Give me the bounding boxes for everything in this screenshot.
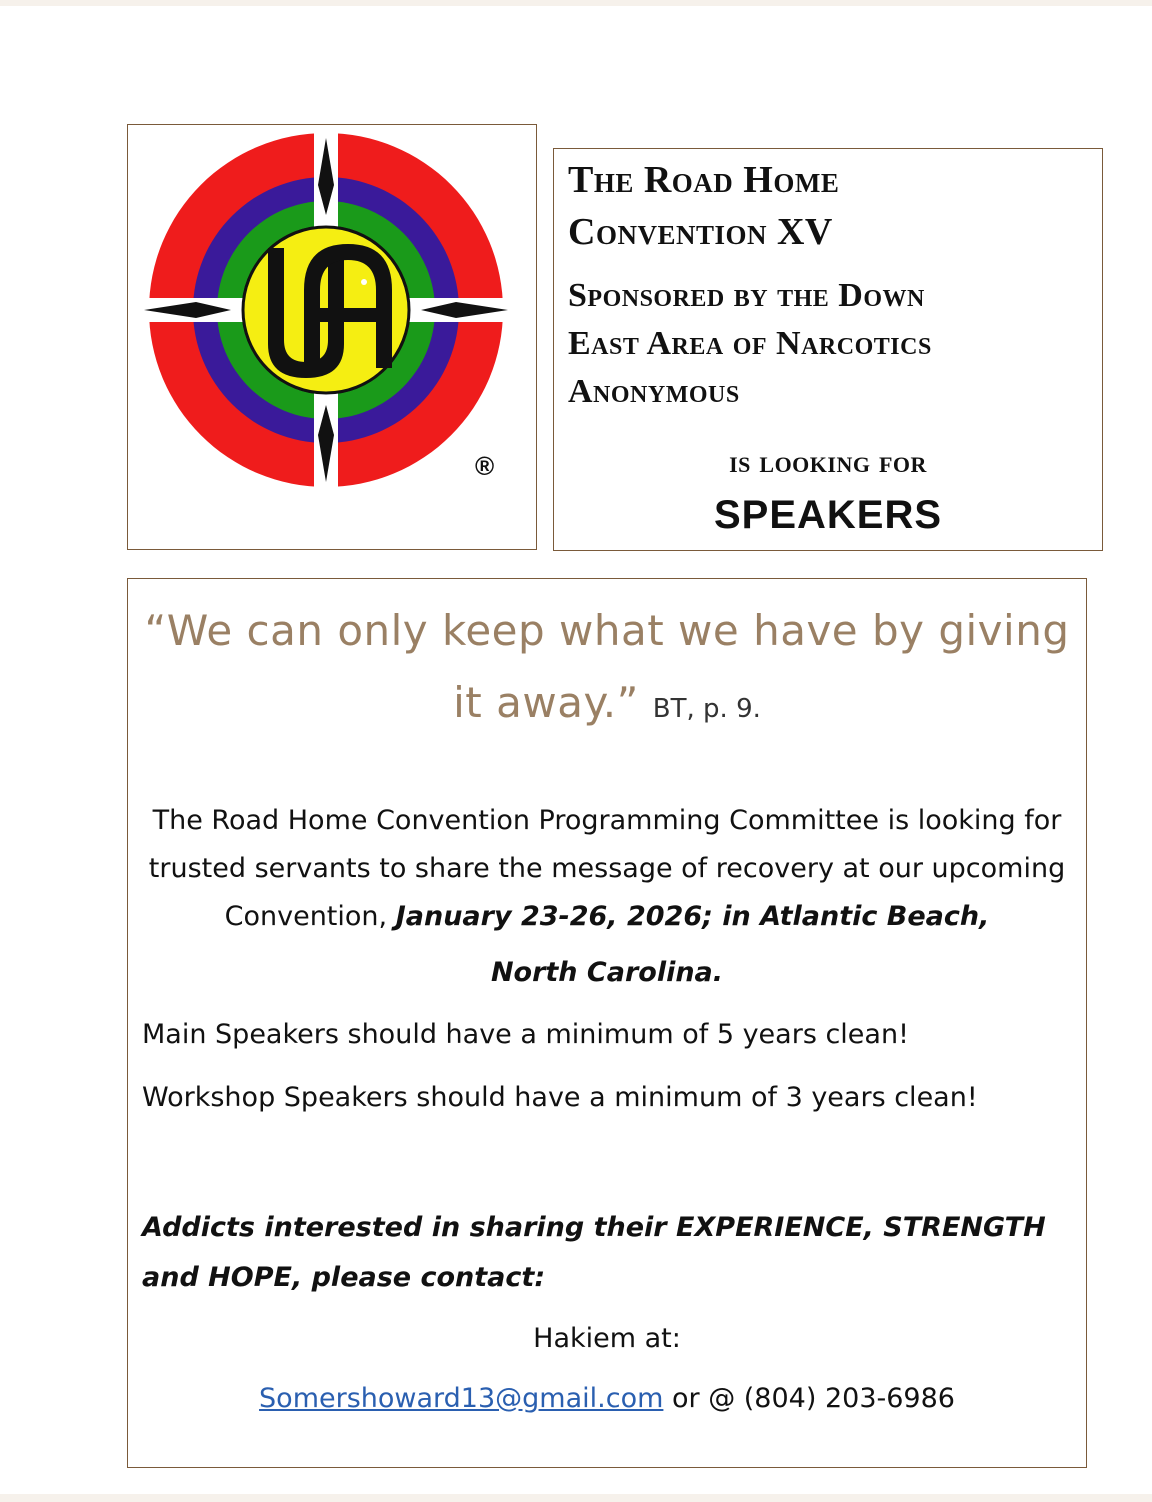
workshop-speaker-requirement: Workshop Speakers should have a minimum of 3 years clean! (142, 1082, 978, 1113)
call-to-action: Addicts interested in sharing their EXPERIENCE, STRENGTH and HOPE, please contact: (142, 1212, 1046, 1293)
quote-citation: BT, p. 9. (652, 694, 761, 724)
sponsor-line-3: Anonymous (568, 373, 740, 410)
registered-mark: ® (475, 451, 495, 481)
title-line-1: The Road Home (568, 159, 840, 201)
event-location: North Carolina. (490, 957, 724, 988)
na-logo-panel (127, 124, 537, 550)
quote-line-2-wrap (128, 667, 1086, 745)
description-paragraph (128, 797, 1086, 941)
contact-line (128, 1383, 1086, 1414)
quote-line-1: “We can only keep what we have by giving (144, 606, 1070, 655)
description-text: The Road Home Convention Programming Committee is looking for trusted servants to share the message of recovery at our upcoming Convention, (148, 805, 1066, 932)
speakers-heading: SPEAKERS (713, 493, 943, 537)
title-line-2: Convention XV (568, 211, 833, 253)
quote-line-2: it away.” (453, 678, 639, 727)
na-logo-icon (128, 125, 536, 549)
main-speaker-requirement: Main Speakers should have a minimum of 5 years clean! (142, 1019, 909, 1050)
sponsor-line-2: East Area of Narcotics (568, 325, 932, 362)
contact-name: Hakiem at: (533, 1323, 681, 1354)
details-panel (127, 578, 1087, 1468)
email-link[interactable]: Somershoward13@gmail.com (259, 1383, 664, 1414)
sponsor-line-1: Sponsored by the Down (568, 277, 925, 314)
quote-block (128, 595, 1086, 745)
phone-text: or @ (804) 203-6986 (663, 1383, 955, 1414)
page-bottom-strip (0, 1494, 1152, 1502)
event-dates: January 23-26, 2026; in Atlantic Beach, (395, 901, 990, 932)
title-panel (553, 148, 1103, 551)
looking-for-text: is looking for (729, 443, 927, 479)
